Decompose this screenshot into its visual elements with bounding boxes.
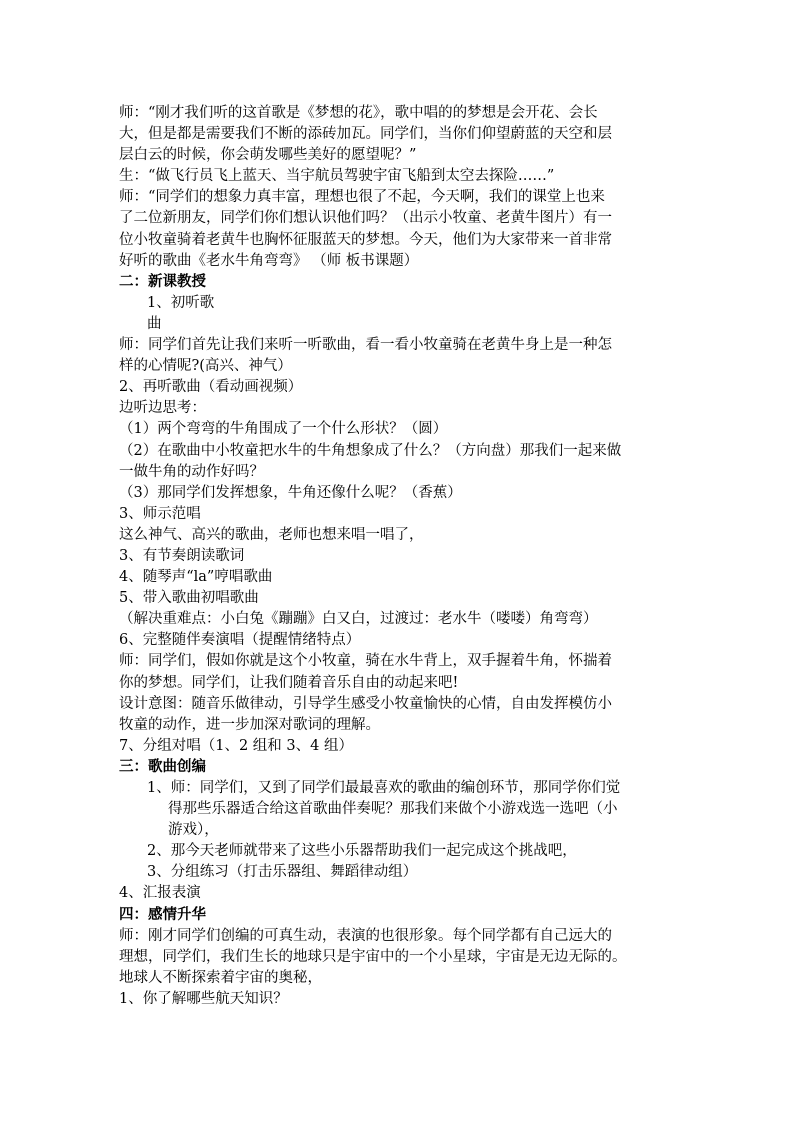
text-line: 了二位新朋友，同学们你们想认识他们吗？（出示小牧童、老黄牛图片）有一 [119, 210, 612, 227]
text-line: 大，但是都是需要我们不断的添砖加瓦。同学们，当你们仰望蔚蓝的天空和层 [119, 126, 612, 143]
text-line: 2、那今天老师就带来了这些小乐器帮助我们一起完成这个挑战吧， [147, 843, 577, 860]
text-line: 一做牛角的动作好吗？ [119, 463, 264, 480]
section-heading: 四：感情升华 [119, 906, 206, 923]
text-line: （2）在歌曲中小牧童把水牛的牛角想象成了什么？（方向盘）那我们一起来做 [119, 442, 622, 459]
text-line: 位小牧童骑着老黄牛也胸怀征服蓝天的梦想。今天，他们为大家带来一首非常 [119, 231, 612, 248]
text-line: 生：“做飞行员飞上蓝天、当宇航员驾驶宇宙飞船到太空去探险……” [119, 168, 555, 185]
text-line: （解决重难点：小白兔《蹦蹦》白又白，过渡过：老水牛（喽喽）角弯弯） [119, 611, 598, 628]
text-line: 3、师示范唱 [119, 505, 201, 522]
text-line: 师：同学们，假如你就是这个小牧童，骑在水牛背上，双手握着牛角，怀揣着 [119, 653, 612, 670]
text-line: 地球人不断探索着宇宙的奥秘， [119, 969, 322, 986]
text-line: 3、分组练习（打击乐器组、舞蹈律动组） [147, 864, 418, 881]
text-line: 牧童的动作，进一步加深对歌词的理解。 [119, 716, 380, 733]
text-line: 曲 [147, 315, 162, 332]
text-line: 师：刚才同学们创编的可真生动，表演的也很形象。每个同学都有自己远大的 [119, 927, 612, 944]
text-line: 得那些乐器适合给这首歌曲伴奏呢？那我们来做个小游戏选一选吧（小 [168, 801, 618, 818]
text-line: 6、完整随伴奏演唱（提醒情绪特点） [119, 632, 361, 649]
text-line: 2、再听歌曲（看动画视频） [119, 379, 303, 396]
text-line: 游戏）， [168, 822, 219, 839]
text-line: 7、分组对唱（1、2 组和 3、4 组） [119, 737, 353, 754]
text-line: 5、带入歌曲初唱歌曲 [119, 590, 259, 607]
text-line: 1、师：同学们，又到了同学们最最喜欢的歌曲的编创环节，那同学你们觉 [147, 780, 621, 796]
text-line: 师：同学们首先让我们来听一听歌曲，看一看小牧童骑在老黄牛身上是一种怎 [119, 337, 612, 354]
text-line: 样的心情呢?(高兴、神气） [119, 358, 292, 375]
text-line: 师：“同学们的想象力真丰富，理想也很了不起，今天啊，我们的课堂上也来 [119, 189, 605, 206]
text-line: 设计意图：随音乐做律动，引导学生感受小牧童愉快的心情，自由发挥模仿小 [119, 695, 612, 712]
text-line: 师：“刚才我们听的这首歌是《梦想的花》，歌中唱的的梦想是会开花、会长 [119, 105, 598, 121]
text-line: 3、有节奏朗读歌词 [119, 547, 245, 564]
text-line: 理想，同学们，我们生长的地球只是宇宙中的一个小星球，宇宙是无边无际的。 [119, 948, 627, 965]
text-line: 层白云的时候，你会萌发哪些美好的愿望呢？” [119, 147, 417, 164]
text-line: 4、随琴声“la”哼唱歌曲 [119, 569, 273, 586]
document-page [119, 103, 691, 1010]
section-heading: 二：新课教授 [119, 273, 206, 290]
text-line: 边听边思考： [119, 400, 206, 417]
section-heading: 三：歌曲创编 [119, 758, 206, 775]
text-line: （3）那同学们发挥想象，牛角还像什么呢？（香蕉） [119, 484, 462, 501]
text-line: 你的梦想。同学们，让我们随着音乐自由的动起来吧! [119, 674, 459, 691]
text-line: 这么神气、高兴的歌曲，老师也想来唱一唱了， [119, 526, 424, 543]
text-line: 1、初听歌 [147, 294, 215, 311]
text-line: 好听的歌曲《老水牛角弯弯》 （师 板书课题） [119, 252, 419, 269]
text-line: 4、汇报表演 [119, 885, 201, 902]
text-line: （1）两个弯弯的牛角围成了一个什么形状？（圆） [119, 421, 448, 438]
text-line: 1、你了解哪些航天知识？ [119, 990, 288, 1007]
